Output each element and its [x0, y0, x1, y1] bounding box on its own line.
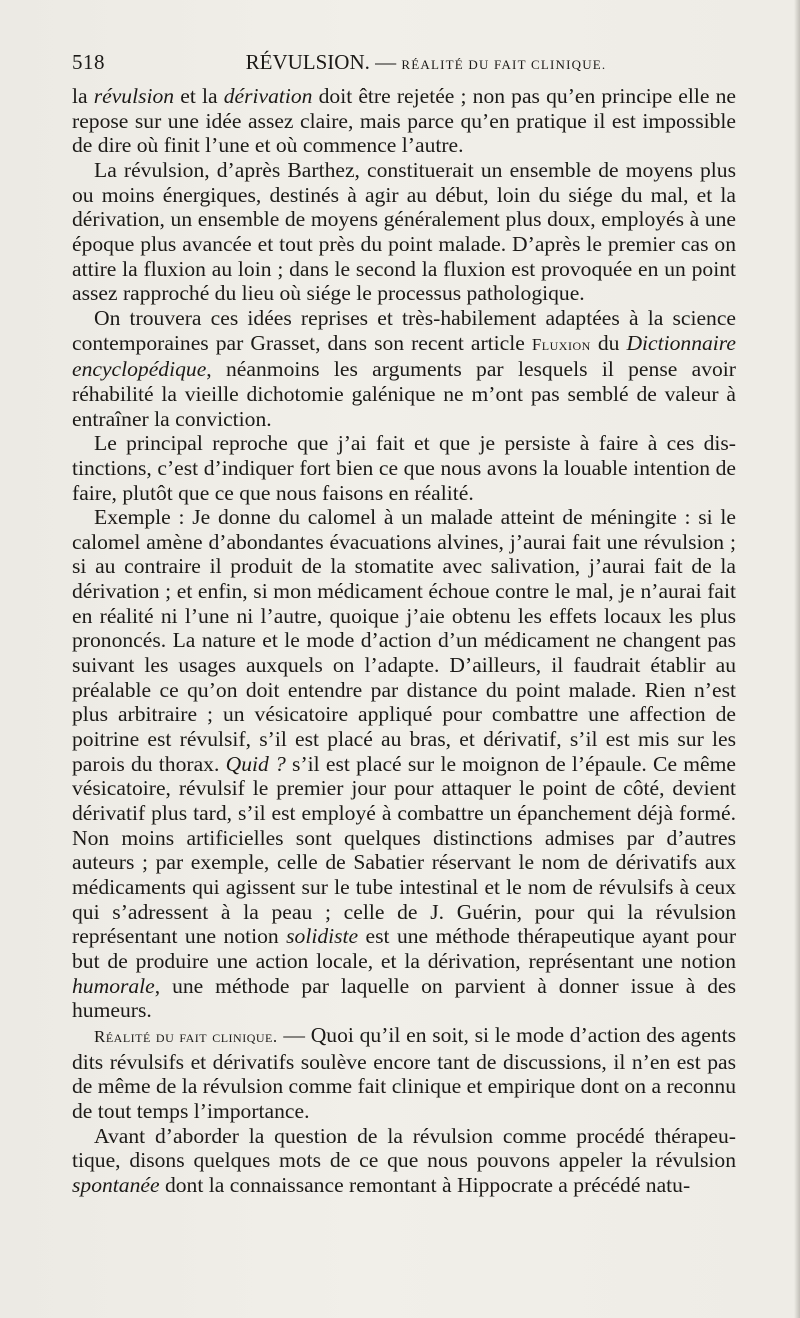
italic-text: Quid ?: [225, 751, 286, 776]
text-run: Exemple : Je donne du calomel à un malade atteint de méningite : si le calomel amène d’abondantes évacuations alvines, j’aurai fait une révulsion ; si au contraire il produit de la stomatite avec salivation, j’aurai fait de la dérivation ; et enfin, si mon médicament échoue contre le mal, je n’aurai fait en réalité ni l’une ni l’autre, quoique j’aie obtenu les effets locaux les plus prononcés. La nature et le mode d’action d’un médicament ne changent pas suivant les usages auxquels on l’adapte. D’ailleurs, il faudrait établir au préalable ce qu’on doit entendre par distance du point malade. Rien n’est plus arbitraire ; un vésicatoire appliqué pour combattre une affection de poitrine est révulsif, s’il est placé au bras, et dérivatif, s’il est mis sur les parois du thorax.: [72, 505, 736, 776]
italic-text: humorale: [72, 973, 155, 998]
small-caps-text: Fluxion: [531, 334, 591, 354]
paragraph: [72, 1124, 736, 1198]
running-head: [72, 50, 740, 75]
small-caps-text: Réalité du fait clinique.: [94, 1026, 278, 1046]
running-separator: —: [369, 50, 402, 74]
text-run: et la: [174, 84, 224, 108]
page-header: [72, 50, 740, 80]
italic-text: spontanée: [72, 1172, 160, 1197]
text-run: La révulsion, d’après Barthez, constituerait un ensemble de moyens plus ou moins énergiques, destinés à agir au début, loin du siége du mal, et la dérivation, un ensemble de moyens généralement plus doux, employés à une époque plus avancée et tout près du point malade. D’après le premier cas on attire la fluxion au loin ; dans le second la fluxion est provoquée en un point assez rapproché du lieu où siége le processus pathologique.: [72, 157, 736, 306]
italic-text: dérivation: [223, 84, 313, 108]
running-subtitle: RÉALITÉ DU FAIT CLINIQUE.: [401, 57, 607, 72]
text-run: s’il est placé sur le moignon de l’épaule. Ce même vésicatoire, révulsif le premier jour pour attaquer le point de côté, devient dérivatif plus tard, s’il est employé à combattre un épanchement déjà formé. Non moins artificielles sont quelques distinctions admises par d’autres auteurs ; par exemple, celle de Sabatier réservant le nom de dérivatifs aux médicaments qui agissent sur le tube intestinal et le nom de révulsifs à ceux qui s’adressent à la peau ; celle de J. Guérin, pour qui la révulsion représentant une notion: [72, 751, 737, 949]
italic-text: révulsion: [93, 84, 175, 108]
italic-text: Dictionnaire encyclopédique: [72, 330, 736, 382]
paragraph: [72, 1023, 736, 1124]
paragraph: [72, 431, 736, 505]
text-run: la: [72, 84, 94, 108]
text-run: doit être rejetée ; non pas qu’en principe elle ne repose sur une idée assez claire, mais parce qu’en pratique il est impossible de dire où finit l’une et où commence l’autre.: [72, 84, 736, 158]
text-run: dont la connaissance remontant à Hippocrate a précédé natu-: [159, 1172, 691, 1197]
italic-text: solidiste: [286, 924, 359, 949]
body-text: [72, 84, 736, 1198]
text-run: Avant d’aborder la question de la révulsion comme procédé thérapeutique, disons quelques mots de ce que nous pouvons appeler la révulsion: [72, 1123, 736, 1173]
paragraph: [72, 158, 736, 306]
text-run: , une méthode par laquelle on parvient à donner issue à des humeurs.: [72, 973, 736, 1023]
text-run: On trouvera ces idées reprises et très-habilement adaptées à la science contemporaines par Grasset, dans son recent article: [72, 305, 736, 355]
text-run: du: [590, 330, 627, 355]
text-run: Le principal reproche que j’ai fait et que je persiste à faire à ces distinctions, c’est d’indiquer fort bien ce que nous avons la louable intention de faire, plutôt que ce que nous faisons en réalité.: [72, 431, 736, 505]
page-number: 518: [72, 50, 105, 74]
running-title: RÉVULSION.: [245, 50, 370, 74]
paragraph: [72, 84, 736, 158]
paragraph: [72, 505, 736, 1023]
paragraph: [72, 306, 736, 431]
text-run: — Quoi qu’il en soit, si le mode d’action des agents dits révulsifs et dérivatifs soulève encore tant de discussions, il n’en est pas de même de la révulsion comme fait clinique et empirique dont on a reconnu de tout temps l’importance.: [72, 1022, 736, 1123]
text-run: est une méthode thérapeutique ayant pour but de produire une action locale, et la dérivation, représentant une notion: [72, 924, 737, 973]
text-run: , néanmoins les arguments par lesquels il pense avoir réhabilité la vieille dichotomie galénique ne m’ont pas semblé de valeur à entraîner la conviction.: [72, 357, 736, 431]
page-edge-shadow: [794, 0, 800, 1318]
